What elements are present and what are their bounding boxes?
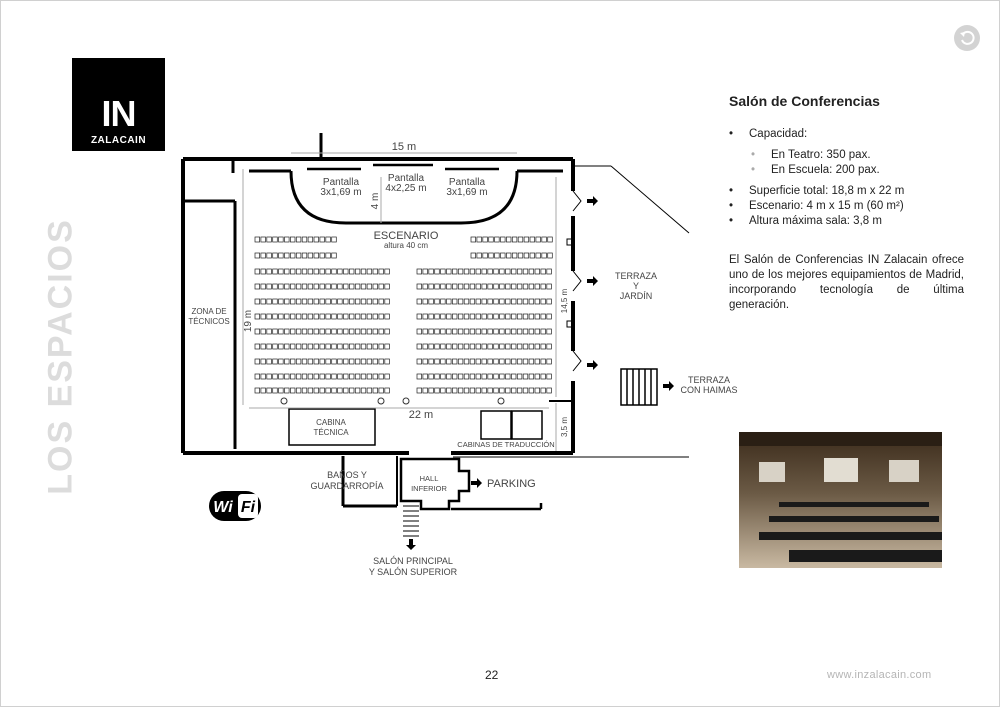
screen-right-name: Pantalla — [448, 177, 486, 188]
logo-brand: ZALACAIN — [90, 135, 147, 146]
capacity-label: • Capacidad: — [729, 127, 964, 142]
terraza-line1: TERRAZA — [614, 271, 658, 281]
stage-label: ESCENARIO — [373, 230, 439, 242]
capacity-item: • En Escuela: 200 pax. — [729, 163, 964, 178]
cabina-line2: TÉCNICA — [313, 428, 349, 437]
zona-line2: TÉCNICOS — [188, 317, 230, 326]
haimas-line1: TERRAZA — [687, 375, 731, 385]
salon-line2: Y SALÓN SUPERIOR — [368, 567, 458, 577]
capacity-item: • En Teatro: 350 pax. — [729, 148, 964, 163]
exit-arrows — [406, 196, 674, 550]
dim-small: 3,5 m — [560, 416, 569, 438]
room-walls — [183, 133, 689, 509]
dimension-lines — [243, 153, 556, 451]
terrace-stairs — [621, 369, 657, 405]
website-link[interactable]: www.inzalacain.com — [827, 669, 932, 681]
wifi-logo — [208, 487, 266, 525]
cabinas-traduccion: CABINAS DE TRADUCCIÓN — [457, 440, 555, 449]
section-title: LOS ESPACIOS — [41, 218, 80, 495]
capacity-list — [729, 127, 964, 142]
screen-center-size: 4x2,25 m — [385, 183, 427, 194]
spec-item: • Altura máxima sala: 3,8 m — [729, 214, 964, 229]
salon-line1: SALÓN PRINCIPAL — [373, 556, 453, 566]
screen-left-size: 3x1,69 m — [320, 187, 362, 198]
banos-line2: GUARDARROPÍA — [310, 481, 384, 491]
dim-right: 14,5 m — [560, 288, 569, 314]
lower-stairs — [403, 506, 419, 536]
hall-line2: INFERIOR — [411, 484, 447, 493]
terraza-line3: JARDÍN — [619, 291, 653, 301]
room-title: Salón de Conferencias — [729, 93, 880, 109]
parking-label: PARKING — [487, 478, 536, 490]
screen-center-name: Pantalla — [387, 173, 425, 184]
svg-text:Fi: Fi — [240, 499, 256, 516]
dim-left: 19 m — [243, 309, 254, 333]
banos-line1: BAÑOS Y — [327, 470, 367, 480]
room-description: El Salón de Conferencias IN Zalacain ofrece uno de los mejores equipamientos de Madrid, incorporando tecnología de última generación. — [729, 254, 964, 311]
cabina-line1: CABINA — [316, 418, 346, 427]
conference-room-photo — [739, 432, 942, 568]
back-button[interactable] — [954, 25, 980, 51]
stage-height: altura 40 cm — [383, 241, 429, 250]
specs-list — [729, 184, 964, 229]
logo-in: IN — [101, 93, 136, 134]
haimas-line2: CON HAIMAS — [680, 385, 738, 395]
screen-left-name: Pantalla — [322, 177, 360, 188]
room-info — [729, 93, 964, 313]
zona-line1: ZONA DE — [191, 307, 227, 316]
brand-logo — [72, 58, 165, 151]
terraza-line2: Y — [632, 281, 640, 291]
return-arrow-icon — [958, 29, 976, 47]
dim-top: 15 m — [391, 141, 417, 153]
page-number: 22 — [485, 668, 499, 682]
spec-item: • Superficie total: 18,8 m x 22 m — [729, 184, 964, 199]
dim-stage-depth: 4 m — [370, 192, 381, 210]
capacity-sublist — [729, 148, 964, 178]
spec-item: • Escenario: 4 m x 15 m (60 m²) — [729, 199, 964, 214]
screen-right-size: 3x1,69 m — [446, 187, 488, 198]
svg-text:Wi: Wi — [213, 499, 233, 516]
hall-line1: HALL — [419, 474, 439, 483]
theatre-seating — [255, 237, 552, 393]
dim-bottom: 22 m — [408, 409, 434, 421]
columns — [281, 398, 504, 404]
